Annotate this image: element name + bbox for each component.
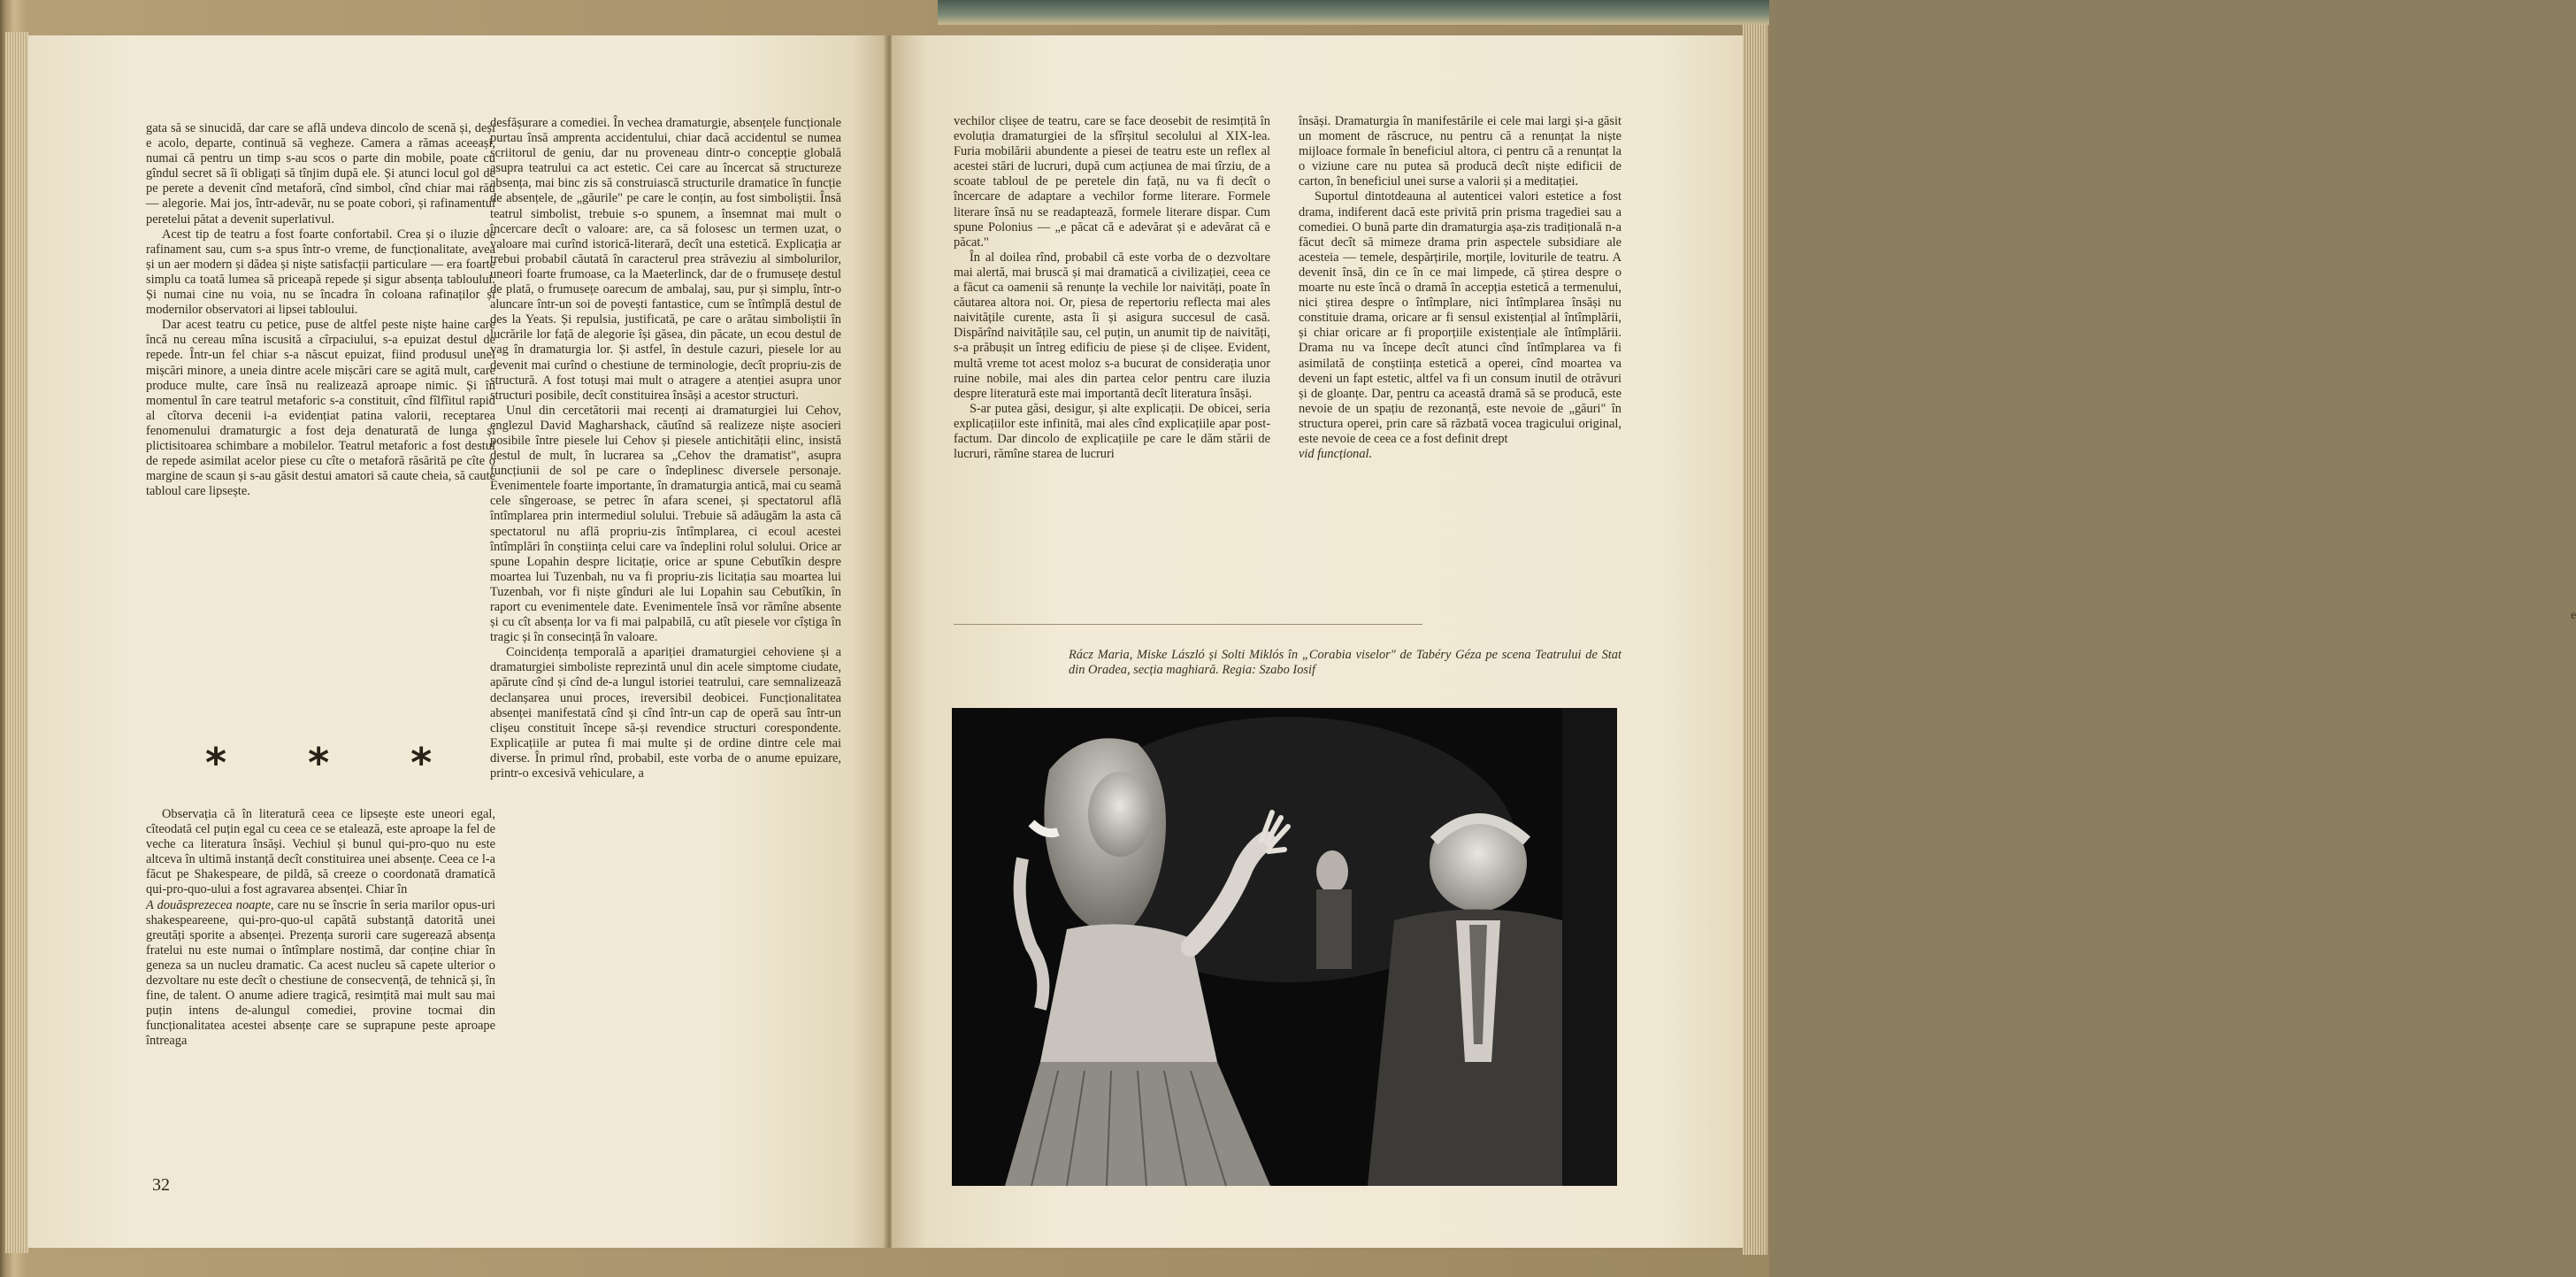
paragraph [954, 250, 1270, 402]
paragraph-text: Acest tip de teatru a fost foarte confortabil. Crea și o iluzie de rafinament sau, cum s-a spus într-o vreme, de funcționalitate, avea și un aer modern și dădea și niște satisfacții particulare — era foarte simplu ca toată lumea să priceapă repede și sigur absența tabloului. Și numai cine nu voia, nu se încadra în coloana rafinaților și modernilor observatori ai lipsei tabloului. [146, 227, 495, 318]
italic-title: A douăsprezecea noapte, [146, 897, 274, 912]
paragraph-text: desfășurare a comediei. În vechea dramaturgie, absențele funcționale purtau însă amprenta accidentului, chiar dacă accidentul se numea scriitorul de geniu, dar nu proveneau dintr-o concepție globală asupra teatrului ca act estetic. Cei care au încercat să structureze absența, mai binc zis să construiască structurile dramatice în funcție de absențele, de „găurile" pe care le conțin, au fost simboliștii. Însă teatrul simbolist, trebuie s-o spunem, a însemnat mai mult o încercare decît o valoare: are, ca să folosesc un termen uzat, o valoare mai curînd istorică-literară, decît una estetică. Explicația ar trebui probabil căutată în caracterul prea străveziu al simbolurilor, uneori foarte frumoase, ca la Maeterlinck, dar de o frumusețe destul de plată, o frumusețe oarecum de ambalaj, sau, pur și simplu, într-o aluncare într-un soi de povești fantastice, cum se întîmplă destul de des la Yeats. Și repulsia, justificată, pe care o arătau simboliștii în lucrările lor față de alegorie își găsea, din păcate, un ecou destul de vag în dramaturgia lor. Și astfel, în destule cazuri, piesele lor au devenit mai curînd o chestiune de terminologie, decît propriu-zis de structură. A fost totuși mai mult o atragere a atenției asupra unor structuri posibile, decît constituirea însăși a acestor structuri. [490, 116, 841, 403]
page-edges-left [5, 32, 28, 1253]
paragraph [954, 402, 1270, 462]
paragraph [490, 645, 841, 781]
left-column-1-top [146, 121, 495, 499]
paragraph-text: Unul din cercetătorii mai recenți ai dramaturgiei lui Cehov, englezul David Magharshack, căutînd să realizeze niște asocieri posibile între piesele lui Cehov și piesele antichității elinc, insistă destul de mult, în lucrarea sa „Cehov the dramatist", asupra funcțiunii de sol pe care o îndeplinesc diversele personaje. Evenimentele foarte importante, în dramaturgia antică, mai cu seamă cele sîngeroase, se petrec în afara scenei, și spectatorul află întîmplarea prin intermediul solului. Trebuie să adăugăm la asta că spectatorul nu află propriu-zis întîmplarea, ci ecoul acestei întîmplări în conștiința celui care va îndeplini rolul solului. Orice ar spune Lopahin despre licitație, orice ar spune Cebutîkin despre moartea lui Tuzenbah, nu va fi propriu-zis licitația sau moartea lui Tuzenbah, vor fi niște gînduri ale lui Lopahin sau Cebutîkin, în raport cu evenimentele date. Evenimentele însă vor rămîne absente și cu cît absența lor va fi mai palpabilă, cu atît piesele vor cîștiga în tragic și în consecință în valoare. [490, 403, 841, 645]
paragraph [146, 227, 495, 319]
paragraph [1299, 189, 1622, 447]
page-edges-right [1743, 25, 1767, 1255]
paragraph-text: care nu se înscrie în seria marilor opus-uri shakespeareene, qui-pro-quo-ul capătă substanță datorită unei greutăți sporite a absenței. Prezența surorii care sugerează absența fratelui nu este numai o întîmplare nostimă, dar conține chiar în geneza sa un nucleu dramatic. Ca acest nucleu să capete ulterior o dezvoltare nu este decît o chestiune de consecvență, de tehnică și, în fine, de talent. O anume adiere tragică, resimțită mai mult sau mai puțin intens de-alungul comediei, provine tocmai din funcționalitatea acestei absențe care se suprapune peste aproape întreaga [146, 897, 496, 1049]
paragraph-text: În al doilea rînd, probabil că este vorba de o dezvoltare mai alertă, mai bruscă și mai dramatică a civilizației, ceea ce a făcut ca oamenii să renunțe la vechile lor naivități, poate în căutarea altora noi. Or, piesa de repertoriu reflecta mai ales naivitățile curente, asta îi și asigura succesul de casă. Dispărînd naivitățile sau, cel puțin, un anumit tip de naivități, s-a prăbușit un întreg edificiu de piese și de clișee. Evident, multă vreme tot acest moloz s-a bucurat de considerația unor ruine nobile, mai ales din partea celor pentru care iluzia despre literatură este mai importantă decît literatura însăși. [954, 250, 1270, 401]
paragraph [146, 121, 495, 227]
caption-divider [954, 624, 1422, 625]
right-page [892, 35, 2576, 1248]
paragraph [146, 898, 495, 1050]
right-column-2 [1299, 114, 1622, 462]
paragraph-text: Coincidența temporală a apariției dramaturgiei cehoviene și a dramaturgiei simboliste reprezintă unul din acele simptome ciudate, apărute cînd și cînd de-a lungul istoriei teatrului, care semnalizează declanșarea unui proces, ireversibil deobicei. Funcționalitatea absenței manifestată cînd și cînd într-un cap de operă sau într-un clișeu constituit începe să-și revendice structuri corespondente. Explicațiile ar putea fi mai multe și de ordine dintre cele mai diverse. În primul rînd, probabil, este vorba de o anume epuizare, printr-o excesivă vehiculare, a [490, 645, 841, 781]
margin-mark: e [2571, 609, 2576, 622]
italic-title: vid funcțional. [1299, 447, 1373, 462]
section-separator-stars: * * * [205, 739, 466, 787]
page-number: 32 [152, 1175, 170, 1195]
paragraph-text: gata să se sinucidă, dar care se află undeva dincolo de scenă și, deși e acolo, departe, continuă să vegheze. Camera a rămas aceeași, numai că pentru un timp s-au scos o parte din mobile, poate cu gîndul secret să îi obligați să tînjim după ele. Și atunci locul gol de pe perete a devenit cînd metaforă, cînd simbol, cînd chiar mai rău — alegorie. Mai jos, într-adevăr, nu se poate cobori, și rafinamentul peretelui pătat a devenit superlativul. [146, 121, 495, 227]
paragraph [490, 116, 841, 404]
left-column-2 [490, 116, 841, 781]
paragraph-text: Observația că în literatură ceea ce lipsește este uneori egal, cîteodată cel puțin egal cu ceea ce se etalează, este aproape la fel de veche ca literatura însăși. Vechiul și bunul qui-pro-quo nu este altceva în ultimă instanță decît constituirea unei absențe. Ceea ce l-a făcut pe Shakespeare, de pildă, să creeze o coordonată dramatică qui-pro-quo-ului a fost agravarea absenței. Chiar în [146, 807, 495, 897]
paragraph [954, 114, 1270, 250]
book-cover-top [938, 0, 1769, 25]
stage-photo [952, 708, 1617, 1186]
left-column-1-bottom [146, 807, 495, 1050]
paragraph-text: S-ar putea găsi, desigur, și alte explicații. De obicei, seria explicațiilor este infinită, mai ales cînd explicațiile apar post-factum. Dar dincolo de explicațiile pe care le dăm stării de lucruri, rămîne starea de lucruri [954, 401, 1270, 462]
paragraph-text: Dar acest teatru cu petice, puse de altfel peste niște haine care încă nu cereau mîna iscusită a cîrpaciului, s-a epuizat destul de repede. Într-un fel chiar s-a născut epuizat, fiind produsul unei mișcări minore, a uneia dintre acele mișcări care se agită mult, care produce multe, care însă nu realizează aproape nimic. Și în momentul în care teatrul metaforic s-a constituit, cînd fîlfîitul rapid al cîtorva decenii i-a evidențiat patina valorii, receptarea fenomenului dramaturgic a fost deja denaturată de lunga și plictisitoarea schimbare a mobilelor. Teatrul metaforic a fost destul de repede asimilat acelor piese cu cîte o metaforă răsărită pe cîte o margine de scaun și s-au găsit destui amatori să caute cheia, să caute tabloul care lipsește. [146, 318, 495, 499]
paragraph [490, 404, 841, 646]
left-page [28, 35, 886, 1248]
paragraph-text: Suportul dintotdeauna al autenticei valori estetice a fost drama, indiferent dacă este privită prin prisma tragediei sau a comediei. O bună parte din dramaturgia așa-zis tradițională n-a făcut decît să mimeze drama prin aspectele subsidiare ale acesteia — temele, despărțirile, morțile, loviturile de teatru. A devenit însă, din ce în ce mai limpede, că știrea despre o moarte nu este încă o dramă în accepția estetică a termenului, nici știrea despre o întîmplare, nici întîmplarea însăși nu constituie drama, oricare ar fi sensul existențial al întîmplării, și chiar oricare ar fi proporțiile existențiale ale întîmplării. Drama nu va începe decît atunci cînd întîmplarea va fi asimilată de conștiința estetică a operei, cînd moartea va deveni un fapt estetic, altfel va fi un consum inutil de otrăvuri și de gloanțe. Dar, pentru ca această dramă să se producă, este nevoie de un spațiu de rezonanță, este nevoie de „găuri" în structura operei, prin care să răzbată vocea tragicului original, este nevoie de ceea ce a fost definit drept [1299, 189, 1622, 446]
paragraph [1299, 447, 1622, 462]
paragraph [146, 318, 495, 499]
paragraph-text: vechilor clișee de teatru, care se face deosebit de resimțită în evoluția dramaturgiei de la sfîrșitul secolului al XIX-lea. Furia mobilării abundente a piesei de teatru este un reflex al acestei stări de lucruri, după cum acțiunea de mai tîrziu, de a scoate tabloul de pe peretele din față, nu va fi decît o încercare de adaptare a vechilor forme literare. Formele literare însă nu se readaptează, formele literare dispar. Cum spune Polonius — „e păcat că e adevărat și e adevărat că e păcat." [954, 114, 1270, 250]
stage-photo-illustration [952, 708, 1617, 1186]
paragraph-text: însăși. Dramaturgia în manifestările ei cele mai largi și-a găsit un moment de răscruce, nu pentru că a renunțat la niște mijloace formale în beneficiul altora, ci pentru că a renunțat la o viziune care nu putea să producă decît niște edificii de carton, în beneficiul unei surse a valorii și a meditației. [1299, 114, 1622, 189]
paragraph [146, 807, 495, 898]
right-column-1 [954, 114, 1270, 462]
paragraph [1299, 114, 1622, 189]
photo-caption: Rácz Maria, Miske László și Solti Miklós în „Corabia viselor" de Tabéry Géza pe scena Teatrului de Stat din Oradea, secția maghiară. Regia: Szabo Iosif [1069, 648, 1622, 677]
